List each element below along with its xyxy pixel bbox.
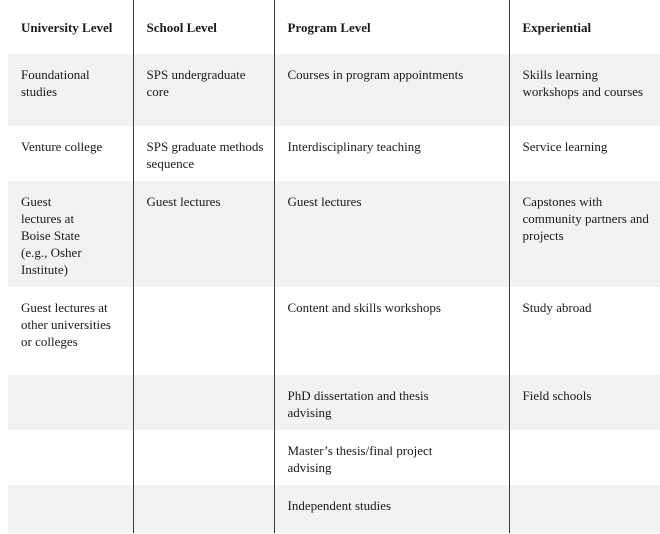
table-row bbox=[8, 430, 660, 485]
cell-text: Guest lectures at other universities or colleges bbox=[21, 300, 111, 349]
cell-experiential bbox=[509, 430, 660, 485]
cell-program-level bbox=[274, 430, 509, 485]
header-row bbox=[8, 0, 660, 54]
cell-school-level bbox=[133, 430, 274, 485]
cell-university-level: Venture college bbox=[8, 126, 133, 181]
cell-experiential: Capstones with community partners and projects bbox=[509, 181, 660, 287]
cell-experiential: Skills learning workshops and courses bbox=[509, 54, 660, 126]
cell-university-level bbox=[8, 287, 133, 375]
cell-school-level bbox=[133, 287, 274, 375]
cell-program-level: Independent studies bbox=[274, 485, 509, 533]
cell-school-level: Guest lectures bbox=[133, 181, 274, 287]
cell-university-level bbox=[8, 181, 133, 287]
cell-text: Guest lectures at Boise State (e.g., Osher Institute) bbox=[21, 194, 82, 277]
cell-program-level: Courses in program appointments bbox=[274, 54, 509, 126]
header-program-level: Program Level bbox=[274, 0, 509, 54]
cell-program-level bbox=[274, 375, 509, 430]
cell-experiential: Field schools bbox=[509, 375, 660, 430]
table-row bbox=[8, 181, 660, 287]
table-row bbox=[8, 375, 660, 430]
cell-university-level bbox=[8, 430, 133, 485]
cell-school-level bbox=[133, 485, 274, 533]
cell-school-level bbox=[133, 375, 274, 430]
cell-university-level bbox=[8, 375, 133, 430]
cell-text: PhD dissertation and thesis advising bbox=[287, 388, 429, 420]
cell-experiential: Service learning bbox=[522, 139, 608, 154]
table-row bbox=[8, 485, 660, 533]
cell-program-level: Guest lectures bbox=[274, 181, 509, 287]
cell-program-level: Content and skills workshops bbox=[274, 287, 509, 375]
table-row bbox=[8, 287, 660, 375]
teaching-levels-table bbox=[8, 0, 660, 533]
cell-university-level: Foundational studies bbox=[8, 54, 133, 126]
header-experiential: Experiential bbox=[522, 19, 592, 35]
cell-experiential bbox=[509, 485, 660, 533]
cell-text: Master’s thesis/final project advising bbox=[287, 443, 433, 475]
header-school-level: School Level bbox=[133, 0, 274, 54]
cell-university-level bbox=[8, 485, 133, 533]
table-row bbox=[8, 54, 660, 126]
table-row bbox=[8, 126, 660, 181]
cell-program-level: Interdisciplinary teaching bbox=[274, 126, 509, 181]
cell-school-level: SPS graduate methods sequence bbox=[133, 126, 274, 181]
cell-school-level: SPS undergraduate core bbox=[133, 54, 274, 126]
cell-experiential: Study abroad bbox=[522, 300, 592, 315]
header-university-level: University Level bbox=[8, 0, 133, 54]
